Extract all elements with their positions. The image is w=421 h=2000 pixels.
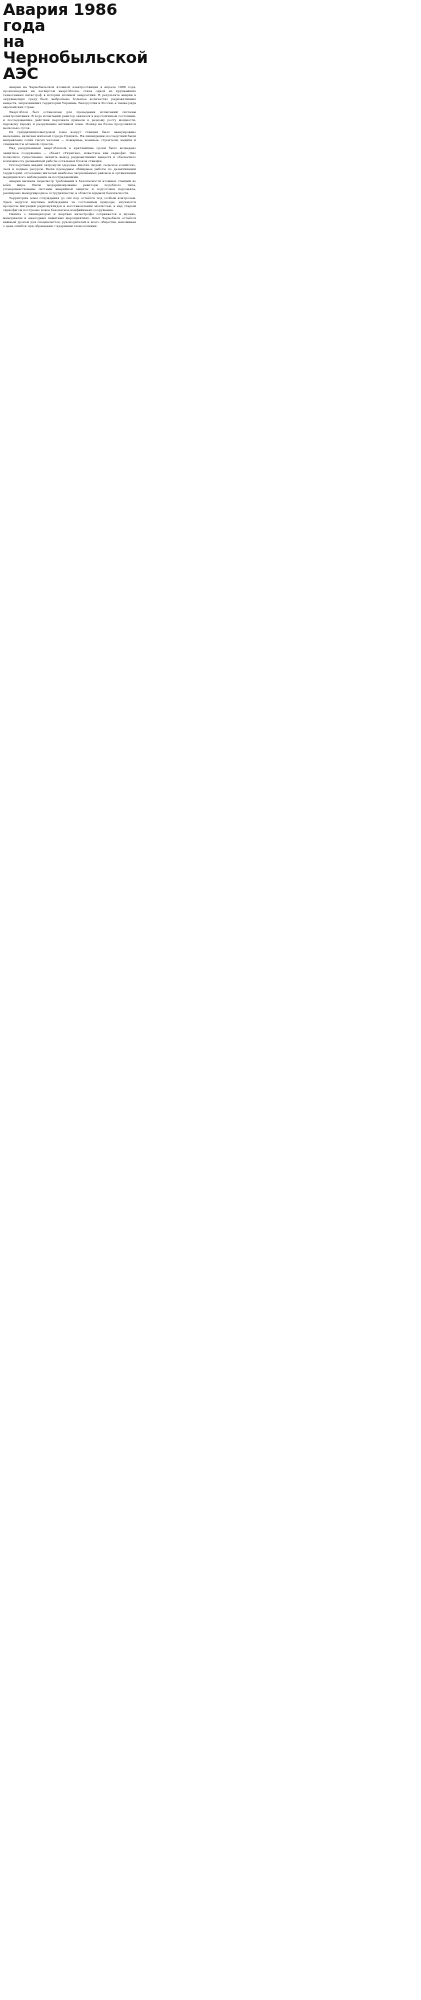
headline-line-1: Авария 1986 года — [3, 2, 118, 35]
article-paragraph: Авария на Чернобыльской атомной электростанции в апреле 1986 года, произошедшая на четвёртом энергоблоке, стала одной из крупнейших техногенных катастроф в истории атомной энергетики. В результате аварии в окружающую среду было выброшено большое количество радиоактивных веществ, загрязнивших территории Украины, Белоруссии и России, а также ряда европейских стран. — [3, 85, 136, 110]
article-paragraph: Последствия аварии затронули здоровье многих людей, сельское хозяйство, леса и водные ресурсы. Были проведены обширные работы по дезактивации территорий, отселению жителей наиболее загрязнённых районов и организации медицинского наблюдения за пострадавшими. — [3, 162, 136, 180]
headline-line-2: на Чернобыльской АЭС — [3, 32, 148, 83]
article-headline — [3, 2, 148, 83]
article-paragraph: Память о ликвидаторах и жертвах катастрофы сохраняется в музеях, мемориалах и ежегодных памятных мероприятиях. Опыт Чернобыля остаётся важным уроком для специалистов, руководителей и всего общества, напоминая о цене ошибок при обращении с ядерными технологиями. — [3, 211, 136, 229]
article-paragraph: Авария вызвала пересмотр требований к безопасности атомных станций во всём мире. Были модернизированы реакторы подобного типа, усовершенствованы системы аварийной защиты и подготовка персонала, расширено международное сотрудничество в области ядерной безопасности. — [3, 179, 136, 196]
article-page — [3, 2, 418, 1998]
article-paragraph: Из тридцатикилометровой зоны вокруг станции было эвакуировано население, включая жителей города Припять. На ликвидацию последствий были направлены сотни тысяч человек — пожарные, военные, строители, медики и специалисты атомной отрасли. — [3, 130, 136, 147]
article-paragraph: Над разрушенным энергоблоком в кратчайшие сроки было возведено защитное сооружение — объект «Укрытие», известное как саркофаг. Оно позволило существенно снизить выход радиоактивных веществ и обеспечило возможность дальнейшей работы остальных блоков станции. — [3, 146, 136, 163]
article-body — [3, 85, 418, 1998]
article-paragraph: Энергоблок был остановлен для проведения испытаний системы электропитания. В ходе испытаний реактор оказался в неустойчивом состоянии, и последовавшие действия персонала привели к резкому росту мощности, паровому взрыву и разрушению активной зоны. Пожар на блоке продолжался несколько суток. — [3, 109, 136, 130]
article-paragraph: Территория зоны отчуждения до сих пор остаётся под особым контролем. Здесь ведутся научные наблюдения за состоянием природы, изучаются процессы миграции радионуклидов и восстановления экосистем, а над старым саркофагом построено новое безопасное конфайнмент-сооружение. — [3, 195, 136, 212]
